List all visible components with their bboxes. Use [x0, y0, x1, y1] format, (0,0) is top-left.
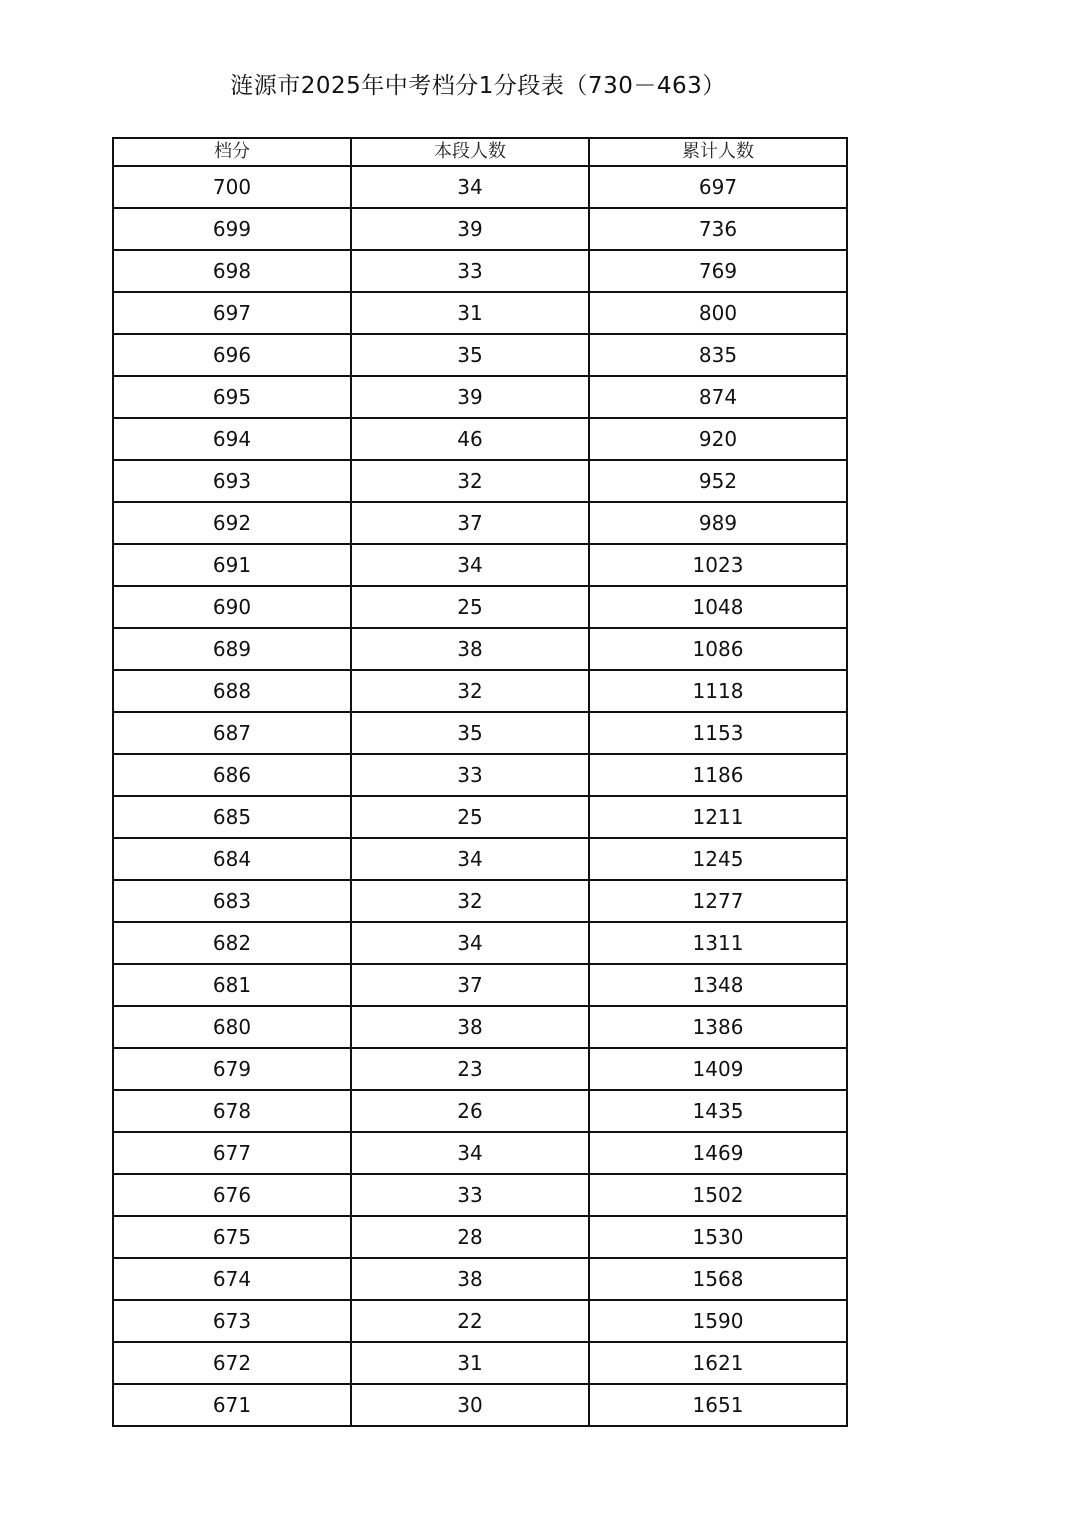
- count-cell: 35: [351, 712, 589, 754]
- score-cell: 696: [113, 334, 351, 376]
- cumulative-cell: 1568: [589, 1258, 847, 1300]
- cumulative-cell: 989: [589, 502, 847, 544]
- cumulative-cell: 1348: [589, 964, 847, 1006]
- count-cell: 22: [351, 1300, 589, 1342]
- header-cumulative: 累计人数: [589, 138, 847, 166]
- table-row: [113, 292, 847, 334]
- score-cell: 677: [113, 1132, 351, 1174]
- count-cell: 38: [351, 1006, 589, 1048]
- table-row: [113, 208, 847, 250]
- cumulative-cell: 835: [589, 334, 847, 376]
- cumulative-cell: 697: [589, 166, 847, 208]
- cumulative-cell: 800: [589, 292, 847, 334]
- score-cell: 689: [113, 628, 351, 670]
- count-cell: 34: [351, 166, 589, 208]
- table-row: [113, 1090, 847, 1132]
- table-header-row: [113, 138, 847, 166]
- count-cell: 34: [351, 1132, 589, 1174]
- score-cell: 672: [113, 1342, 351, 1384]
- count-cell: 34: [351, 922, 589, 964]
- cumulative-cell: 1311: [589, 922, 847, 964]
- score-table: [112, 137, 848, 1427]
- cumulative-cell: 1186: [589, 754, 847, 796]
- table-row: [113, 544, 847, 586]
- cumulative-cell: 1409: [589, 1048, 847, 1090]
- table-row: [113, 838, 847, 880]
- table-row: [113, 1300, 847, 1342]
- count-cell: 37: [351, 964, 589, 1006]
- score-cell: 673: [113, 1300, 351, 1342]
- count-cell: 34: [351, 544, 589, 586]
- table-row: [113, 418, 847, 460]
- table-row: [113, 628, 847, 670]
- score-cell: 682: [113, 922, 351, 964]
- count-cell: 34: [351, 838, 589, 880]
- count-cell: 37: [351, 502, 589, 544]
- table-row: [113, 880, 847, 922]
- table-row: [113, 1342, 847, 1384]
- score-cell: 694: [113, 418, 351, 460]
- count-cell: 38: [351, 1258, 589, 1300]
- score-cell: 690: [113, 586, 351, 628]
- score-cell: 688: [113, 670, 351, 712]
- count-cell: 33: [351, 1174, 589, 1216]
- table-row: [113, 502, 847, 544]
- table-row: [113, 670, 847, 712]
- table-row: [113, 376, 847, 418]
- score-cell: 691: [113, 544, 351, 586]
- cumulative-cell: 1211: [589, 796, 847, 838]
- page-title: 涟源市2025年中考档分1分段表（730－463）: [230, 73, 726, 99]
- table-row: [113, 1132, 847, 1174]
- table-body: [113, 166, 847, 1426]
- count-cell: 31: [351, 1342, 589, 1384]
- count-cell: 25: [351, 586, 589, 628]
- score-cell: 693: [113, 460, 351, 502]
- count-cell: 35: [351, 334, 589, 376]
- table-row: [113, 1216, 847, 1258]
- table-row: [113, 334, 847, 376]
- table-row: [113, 796, 847, 838]
- cumulative-cell: 1153: [589, 712, 847, 754]
- cumulative-cell: 1386: [589, 1006, 847, 1048]
- cumulative-cell: 1048: [589, 586, 847, 628]
- cumulative-cell: 1651: [589, 1384, 847, 1426]
- table-row: [113, 1006, 847, 1048]
- cumulative-cell: 1023: [589, 544, 847, 586]
- score-cell: 698: [113, 250, 351, 292]
- count-cell: 30: [351, 1384, 589, 1426]
- count-cell: 31: [351, 292, 589, 334]
- count-cell: 23: [351, 1048, 589, 1090]
- cumulative-cell: 1277: [589, 880, 847, 922]
- table-row: [113, 586, 847, 628]
- score-cell: 674: [113, 1258, 351, 1300]
- cumulative-cell: 1502: [589, 1174, 847, 1216]
- score-cell: 685: [113, 796, 351, 838]
- score-cell: 699: [113, 208, 351, 250]
- cumulative-cell: 1621: [589, 1342, 847, 1384]
- table-row: [113, 166, 847, 208]
- header-count: 本段人数: [351, 138, 589, 166]
- score-cell: 681: [113, 964, 351, 1006]
- score-cell: 678: [113, 1090, 351, 1132]
- cumulative-cell: 874: [589, 376, 847, 418]
- table-row: [113, 460, 847, 502]
- cumulative-cell: 1530: [589, 1216, 847, 1258]
- table-row: [113, 1384, 847, 1426]
- score-cell: 676: [113, 1174, 351, 1216]
- cumulative-cell: 1435: [589, 1090, 847, 1132]
- score-cell: 692: [113, 502, 351, 544]
- score-cell: 686: [113, 754, 351, 796]
- score-cell: 679: [113, 1048, 351, 1090]
- table-row: [113, 922, 847, 964]
- cumulative-cell: 1590: [589, 1300, 847, 1342]
- count-cell: 26: [351, 1090, 589, 1132]
- score-cell: 687: [113, 712, 351, 754]
- cumulative-cell: 1118: [589, 670, 847, 712]
- count-cell: 32: [351, 670, 589, 712]
- score-cell: 695: [113, 376, 351, 418]
- score-cell: 671: [113, 1384, 351, 1426]
- count-cell: 28: [351, 1216, 589, 1258]
- count-cell: 46: [351, 418, 589, 460]
- cumulative-cell: 1469: [589, 1132, 847, 1174]
- count-cell: 33: [351, 754, 589, 796]
- score-cell: 680: [113, 1006, 351, 1048]
- count-cell: 38: [351, 628, 589, 670]
- cumulative-cell: 952: [589, 460, 847, 502]
- score-cell: 697: [113, 292, 351, 334]
- score-cell: 675: [113, 1216, 351, 1258]
- count-cell: 32: [351, 460, 589, 502]
- table-row: [113, 964, 847, 1006]
- table-row: [113, 712, 847, 754]
- count-cell: 39: [351, 208, 589, 250]
- score-cell: 700: [113, 166, 351, 208]
- table-row: [113, 250, 847, 292]
- table-row: [113, 1174, 847, 1216]
- count-cell: 33: [351, 250, 589, 292]
- header-score: 档分: [113, 138, 351, 166]
- count-cell: 32: [351, 880, 589, 922]
- cumulative-cell: 920: [589, 418, 847, 460]
- count-cell: 39: [351, 376, 589, 418]
- count-cell: 25: [351, 796, 589, 838]
- table-row: [113, 1048, 847, 1090]
- table-row: [113, 754, 847, 796]
- cumulative-cell: 769: [589, 250, 847, 292]
- cumulative-cell: 736: [589, 208, 847, 250]
- table-row: [113, 1258, 847, 1300]
- cumulative-cell: 1086: [589, 628, 847, 670]
- score-cell: 683: [113, 880, 351, 922]
- score-cell: 684: [113, 838, 351, 880]
- cumulative-cell: 1245: [589, 838, 847, 880]
